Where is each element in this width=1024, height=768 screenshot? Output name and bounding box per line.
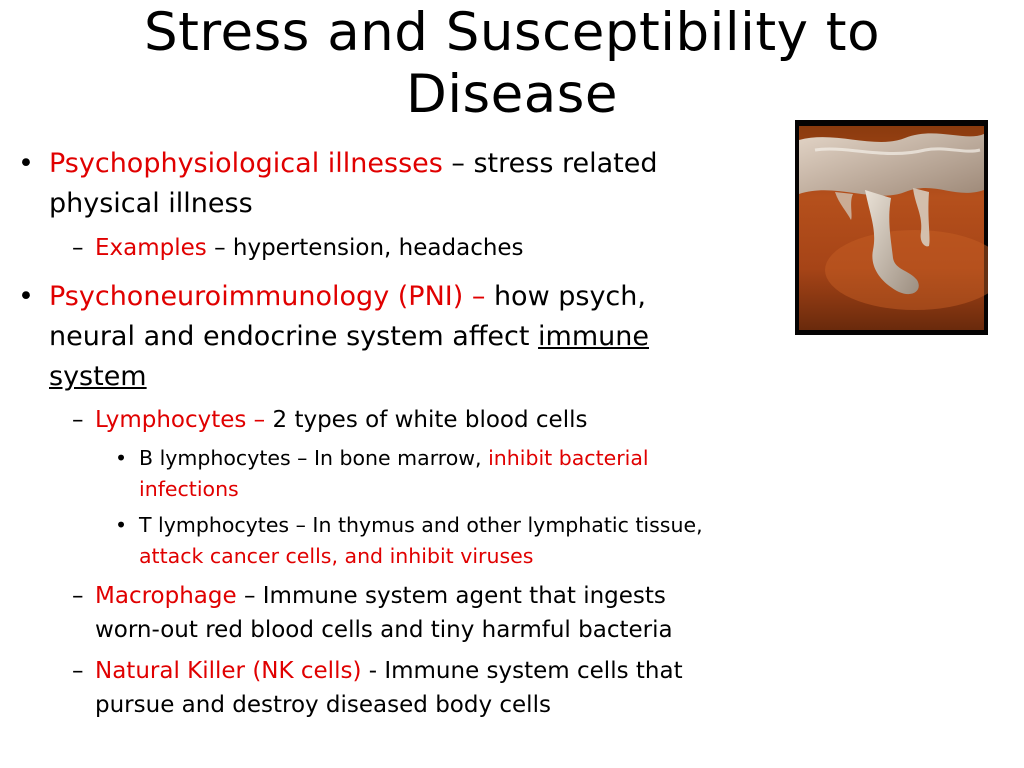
sub-bullet-examples: [95, 231, 524, 265]
system-underlined: system: [49, 361, 147, 392]
sub-bullet-natural-killer: [95, 654, 683, 688]
bullet-psychophysiological: [49, 144, 657, 184]
bullet-marker: •: [115, 513, 128, 537]
psychophysiological-text: – stress related: [442, 148, 658, 179]
sub-sub-bullet-t-lymphocytes: T lymphocytes – In thymus and other lymphatic tissue,: [139, 513, 703, 537]
t-lymphocytes-line-2: attack cancer cells, and inhibit viruses: [139, 544, 534, 568]
lymphocytes-text: 2 types of white blood cells: [265, 407, 588, 433]
sub-bullet-macrophage: [95, 579, 666, 613]
pni-line-2: [49, 317, 649, 357]
pni-line-3: [49, 357, 147, 397]
natural-killer-line-2: pursue and destroy diseased body cells: [95, 692, 551, 718]
term-psychophysiological: Psychophysiological illnesses: [49, 148, 443, 179]
immune-underlined: immune: [538, 321, 649, 352]
title-line-2: Disease: [406, 64, 618, 125]
title-line-1: Stress and Susceptibility to: [143, 2, 881, 63]
b-lymphocytes-text: B lymphocytes – In bone marrow,: [139, 446, 489, 470]
dash-marker: –: [72, 407, 84, 433]
bullet-marker: •: [18, 148, 34, 179]
b-lymphocytes-line-2: infections: [139, 477, 239, 501]
bullet-pni: [49, 277, 646, 317]
sub-sub-bullet-b-lymphocytes: [139, 443, 649, 474]
psychophysiological-line-2: physical illness: [49, 188, 253, 219]
macrophage-text: – Immune system agent that ingests: [236, 583, 666, 609]
dash-marker: –: [72, 235, 84, 261]
term-natural-killer: Natural Killer (NK cells): [95, 658, 362, 684]
bullet-marker: •: [18, 281, 34, 312]
dash-marker: –: [72, 658, 84, 684]
term-lymphocytes: Lymphocytes –: [95, 407, 266, 433]
natural-killer-text: - Immune system cells that: [361, 658, 683, 684]
term-macrophage: Macrophage: [95, 583, 237, 609]
term-examples: Examples: [95, 235, 207, 261]
pni-text: how psych,: [485, 281, 646, 312]
b-lymphocytes-red: inhibit bacterial: [488, 446, 649, 470]
pni-line-2-text: neural and endocrine system affect: [49, 321, 539, 352]
sub-bullet-lymphocytes: [95, 403, 587, 437]
bullet-marker: •: [115, 446, 128, 470]
dash-marker: –: [72, 583, 84, 609]
term-pni: Psychoneuroimmunology (PNI) –: [49, 281, 486, 312]
macrophage-line-2: worn-out red blood cells and tiny harmful bacteria: [95, 617, 673, 643]
examples-text: – hypertension, headaches: [206, 235, 524, 261]
